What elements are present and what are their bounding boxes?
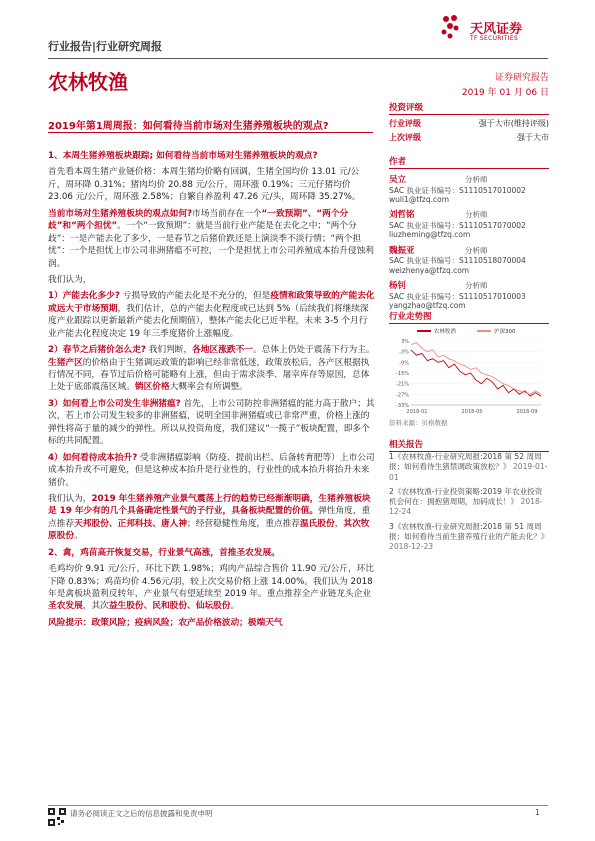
series-line bbox=[411, 343, 541, 395]
section-1-heading: 1、本周生猪养殖板块跟踪; 如何看待当前市场对生猪养殖板块的观点? bbox=[48, 151, 318, 161]
page-number: 1 bbox=[535, 808, 540, 817]
main-body bbox=[48, 150, 376, 633]
logo-icon bbox=[440, 14, 464, 42]
legend-label: 沪深300 bbox=[494, 329, 516, 335]
industry-rating-label: 行业评级 bbox=[389, 119, 421, 128]
x-tick-label: 2018-01 bbox=[406, 409, 428, 415]
question-4: 4）如何看待成本抬升? 受非洲猪瘟影响（防疫、提前出栏、后备转育肥等）上市公司成本抬升或不可避免，但是这种成本抬升是行业性的，行业性的成本抬升将抬升未来猪价。 bbox=[48, 452, 375, 488]
industry-rating-value: 强于大市(维持评级) bbox=[478, 119, 549, 128]
logo-text: 天风证券 bbox=[470, 22, 523, 37]
rating-block bbox=[389, 101, 549, 143]
trend-heading-block bbox=[389, 310, 549, 324]
market-views-paragraph: 当前市场对生猪养殖板块的观点如何?市场当前存在一个“一致预期”、“两个分歧”和“两个担忧”。一个“一致预期”：就是当前行业产能是在去化之中；“两个分歧”：一是产能去化了多少，一是春节之后猪价跌还是上演淡季不淡行情；“两个担忧”：一个是担忧上市公司非洲猪瘟不可控，一个是担忧上市公司养殖成本抬升侵蚀利润。 bbox=[48, 208, 374, 269]
report-category: 行业报告|行业研究周报 bbox=[48, 40, 163, 53]
related-heading-block bbox=[389, 438, 549, 452]
prev-rating-value: 强于大市 bbox=[517, 133, 549, 142]
question-1: 1）产能去化多少? 亏损导致的产能去化是不充分的，但是疫情和政策导致的产能去化或远大于市场预期，我们估计，总的产能去化程度或已达到 5%（后续我们将继续深度产业跟踪以更新最新产能去化预期值），整体产能去化已近半程，未来 3-5 个月行业产能去化程度决定 19 年三季度猪价上涨幅度。 bbox=[48, 291, 375, 339]
legend-label: 农林牧渔 bbox=[434, 329, 457, 335]
report-type: 证券研究报告 bbox=[494, 73, 549, 83]
we-think: 我们认为， bbox=[48, 274, 92, 285]
industry-rating-row bbox=[389, 118, 549, 129]
prev-rating-label: 上次评级 bbox=[389, 133, 421, 142]
risk-warning: 风险提示：政策风险；疫病风险；农产品价格波动；极端天气 bbox=[48, 617, 283, 628]
section-2-heading: 2、禽，鸡苗高开恢复交易，行业景气高涨，首推圣农发展。 bbox=[48, 547, 280, 558]
x-tick-label: 2018-09 bbox=[516, 409, 538, 415]
y-tick-label: 3% bbox=[401, 339, 409, 345]
price-summary: 首先看本周生猪产业链价格：本周生猪均价略有回调，生猪全国均价 13.01 元/公斤，周环降 0.31%；猪肉均价 20.88 元/公斤，周环涨 0.19%；三元仔猪均价 23.06 元/公斤，周环涨 2.58%；自繁自养盈利 47.26 元/头，周环降 35.27%。 bbox=[48, 167, 361, 203]
author-entry: 吴立 分析师 SAC 执业证书编号：S1110517010002 wuli1@tfzq.com bbox=[389, 175, 526, 204]
x-tick-label: 2018-05 bbox=[461, 409, 483, 415]
poultry-paragraph: 毛鸡均价 9.91 元/公斤，环比下跌 1.98%；鸡肉产品综合售价 11.90 元/公斤，环比下降 0.83%；鸡苗均价 4.56元/羽，较上次交易价格上涨 14.00%。我们认为 2018 年是禽板块盈利反转年，产业景气有望延续至 2019 年。重点推荐全产业链龙头企业圣农发展，其次益生股份、民和股份、仙坛股份。 bbox=[48, 564, 375, 612]
chart-source: 资料来源：贝格数据 bbox=[389, 419, 448, 427]
authors-block bbox=[389, 155, 549, 311]
related-report[interactable]: 2《农林牧渔-行业投资策略:2019 年农业投资机会何在：拥抱猪周期，加码成长！》 2018-12-24 bbox=[389, 486, 543, 517]
prev-rating-row bbox=[389, 132, 549, 143]
footer-divider bbox=[48, 805, 548, 806]
y-tick-label: -3% bbox=[399, 349, 409, 356]
author-entry: 刘哲铭 分析师 SAC 执业证书编号：S1110517070002 liuzheming@tfzq.com bbox=[389, 210, 526, 240]
logo-subtext: TF SECURITIES bbox=[470, 35, 519, 42]
qr-code-icon bbox=[48, 808, 66, 826]
y-tick-label: -27% bbox=[396, 392, 409, 399]
author-entry: 杨钊 分析师 SAC 执业证书编号：S1110517010003 yangzhao@tfzq.com bbox=[389, 281, 526, 311]
industry-trend-chart bbox=[389, 325, 549, 415]
related-heading: 相关报告 bbox=[389, 438, 549, 452]
rating-heading: 投资评级 bbox=[389, 101, 549, 115]
related-report[interactable]: 3《农林牧渔-行业研究周报:2018 第 51 周周报；如何看待当前生猪养殖行业的产能去化？》 2018-12-23 bbox=[389, 521, 549, 551]
related-reports bbox=[389, 452, 549, 556]
footer-disclaimer: 请务必阅读正文之后的信息披露和免责申明 bbox=[70, 809, 213, 818]
report-subtitle: 2019年第1周周报：如何看待当前市场对生猪养殖板块的观点? bbox=[48, 121, 329, 132]
authors-heading: 作者 bbox=[389, 155, 549, 169]
subtitle-divider bbox=[48, 132, 373, 133]
question-3: 3）如何看上市公司发生非洲猪瘟? 首先，上市公司防控非洲猪瘟的能力高于散户；其次，若上市公司发生较多的非洲猪瘟，说明全国非洲猪瘟或已非常严重，价格上涨的弹性将高于量的减少的弹性。所以从投资角度，我们建议“一揽子”板块配置，即多个标的共同配置。 bbox=[48, 398, 375, 447]
y-tick-label: -21% bbox=[396, 381, 409, 388]
y-tick-label: -33% bbox=[396, 403, 409, 409]
author-entry: 魏振亚 分析师 SAC 执业证书编号：S1110518070004 weizhenya@tfzq.com bbox=[389, 245, 526, 275]
question-2: 2）春节之后猪价怎么走? 我们判断，各地区涨跌不一。总体上仍处于震荡下行为主。生猪产区的价格由于生猪调运政策的影响已经非常低迷，政策放松后，各产区根据执行情况不同，春节过后价格可能略有上涨，但由于需求淡季、屠宰库存等原因，总体上处于底部震荡区域。销区价格大概率会有所调整。 bbox=[48, 345, 375, 393]
related-report[interactable]: 1《农林牧渔-行业研究周报:2018 第 52 周周报；如何看待生猪禁调政策放松？》 2019-01-01 bbox=[389, 452, 548, 482]
page-title: 农林牧渔 bbox=[48, 70, 128, 94]
trend-heading: 行业走势图 bbox=[389, 310, 549, 324]
report-date: 2019 年 01 月 06 日 bbox=[461, 88, 549, 98]
y-tick-label: -15% bbox=[396, 371, 409, 377]
conclusion-paragraph: 我们认为，2019 年生猪养殖产业景气震荡上行的趋势已经渐渐明确，生猪养殖板块是 19 年少有的几个具备确定性景气的子行业，具备板块配置的价值。弹性角度，重点推荐天邦股份、正邦科技、唐人神；经营稳健性角度，重点推荐温氏股份，其次牧原股份。 bbox=[48, 493, 371, 542]
y-tick-label: -9% bbox=[399, 360, 409, 367]
header-divider bbox=[48, 58, 548, 59]
